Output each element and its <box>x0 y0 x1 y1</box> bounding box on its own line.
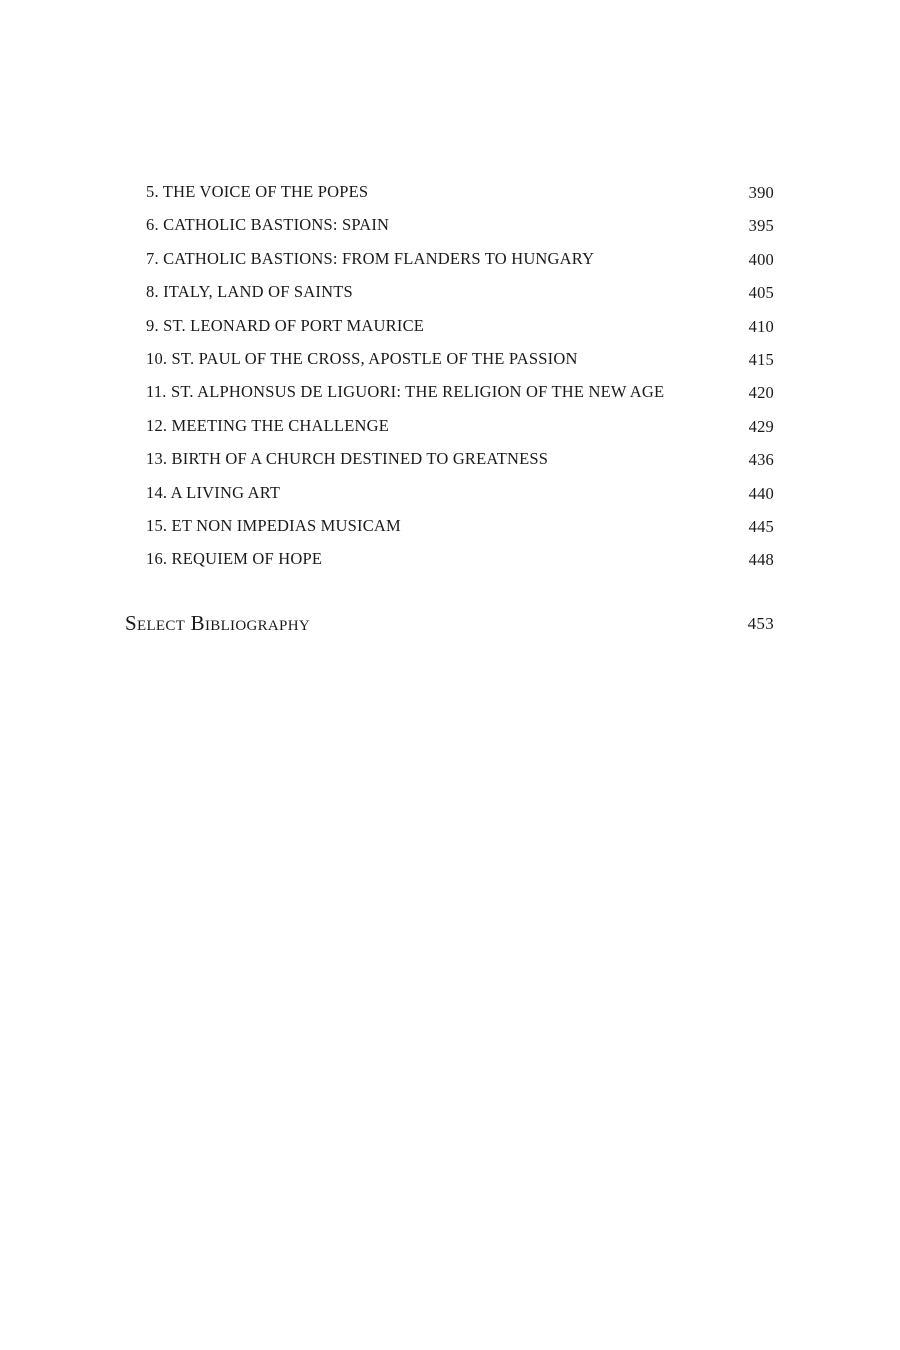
toc-entry-page: 429 <box>748 416 774 436</box>
toc-entry <box>0 380 900 413</box>
toc-entry-title: 13. BIRTH OF A CHURCH DESTINED TO GREATNESS <box>146 449 549 469</box>
toc-entry-page: 415 <box>748 349 774 369</box>
toc-entry <box>0 280 900 313</box>
toc-entry <box>0 213 900 246</box>
toc-entry-title: 10. ST. PAUL OF THE CROSS, APOSTLE OF THE PASSION <box>146 348 578 368</box>
toc-entry-title: 12. MEETING THE CHALLENGE <box>146 415 389 435</box>
toc-entry-page: 436 <box>748 450 774 470</box>
toc-entry <box>0 414 900 447</box>
toc-entry-page: 410 <box>748 316 774 336</box>
toc-entry-page: 395 <box>748 216 774 236</box>
toc-entry <box>0 514 900 547</box>
table-of-contents <box>0 180 900 651</box>
toc-entry <box>0 347 900 380</box>
toc-entry-title: 8. ITALY, LAND OF SAINTS <box>146 282 353 302</box>
toc-entry-title: 16. REQUIEM OF HOPE <box>146 549 323 569</box>
toc-section-bibliography <box>0 611 900 651</box>
toc-entry-title: 6. CATHOLIC BASTIONS: SPAIN <box>146 215 390 235</box>
toc-entry <box>0 314 900 347</box>
toc-entry <box>0 180 900 213</box>
toc-entry-page: 440 <box>748 483 774 503</box>
toc-entry-page: 400 <box>748 249 774 269</box>
toc-entry-page: 448 <box>748 550 774 570</box>
toc-section-title: Select Bibliography <box>125 610 310 635</box>
toc-entry <box>0 547 900 580</box>
toc-entry <box>0 481 900 514</box>
toc-entry-title: 5. THE VOICE OF THE POPES <box>146 182 369 201</box>
toc-section-page: 453 <box>747 613 774 633</box>
toc-entry-page: 405 <box>748 283 774 303</box>
toc-entry-title: 9. ST. LEONARD OF PORT MAURICE <box>146 315 425 335</box>
toc-entry-title: 11. ST. ALPHONSUS DE LIGUORI: THE RELIGION OF THE NEW AGE <box>146 382 665 402</box>
toc-entry-title: 14. A LIVING ART <box>146 482 281 502</box>
toc-entry-page: 390 <box>748 183 774 202</box>
toc-entry-title: 15. ET NON IMPEDIAS MUSICAM <box>146 515 401 535</box>
toc-entry <box>0 447 900 480</box>
toc-entry-title: 7. CATHOLIC BASTIONS: FROM FLANDERS TO HUNGARY <box>146 248 595 268</box>
toc-entry-page: 445 <box>748 516 774 536</box>
toc-entry <box>0 247 900 280</box>
toc-entry-page: 420 <box>748 383 774 403</box>
